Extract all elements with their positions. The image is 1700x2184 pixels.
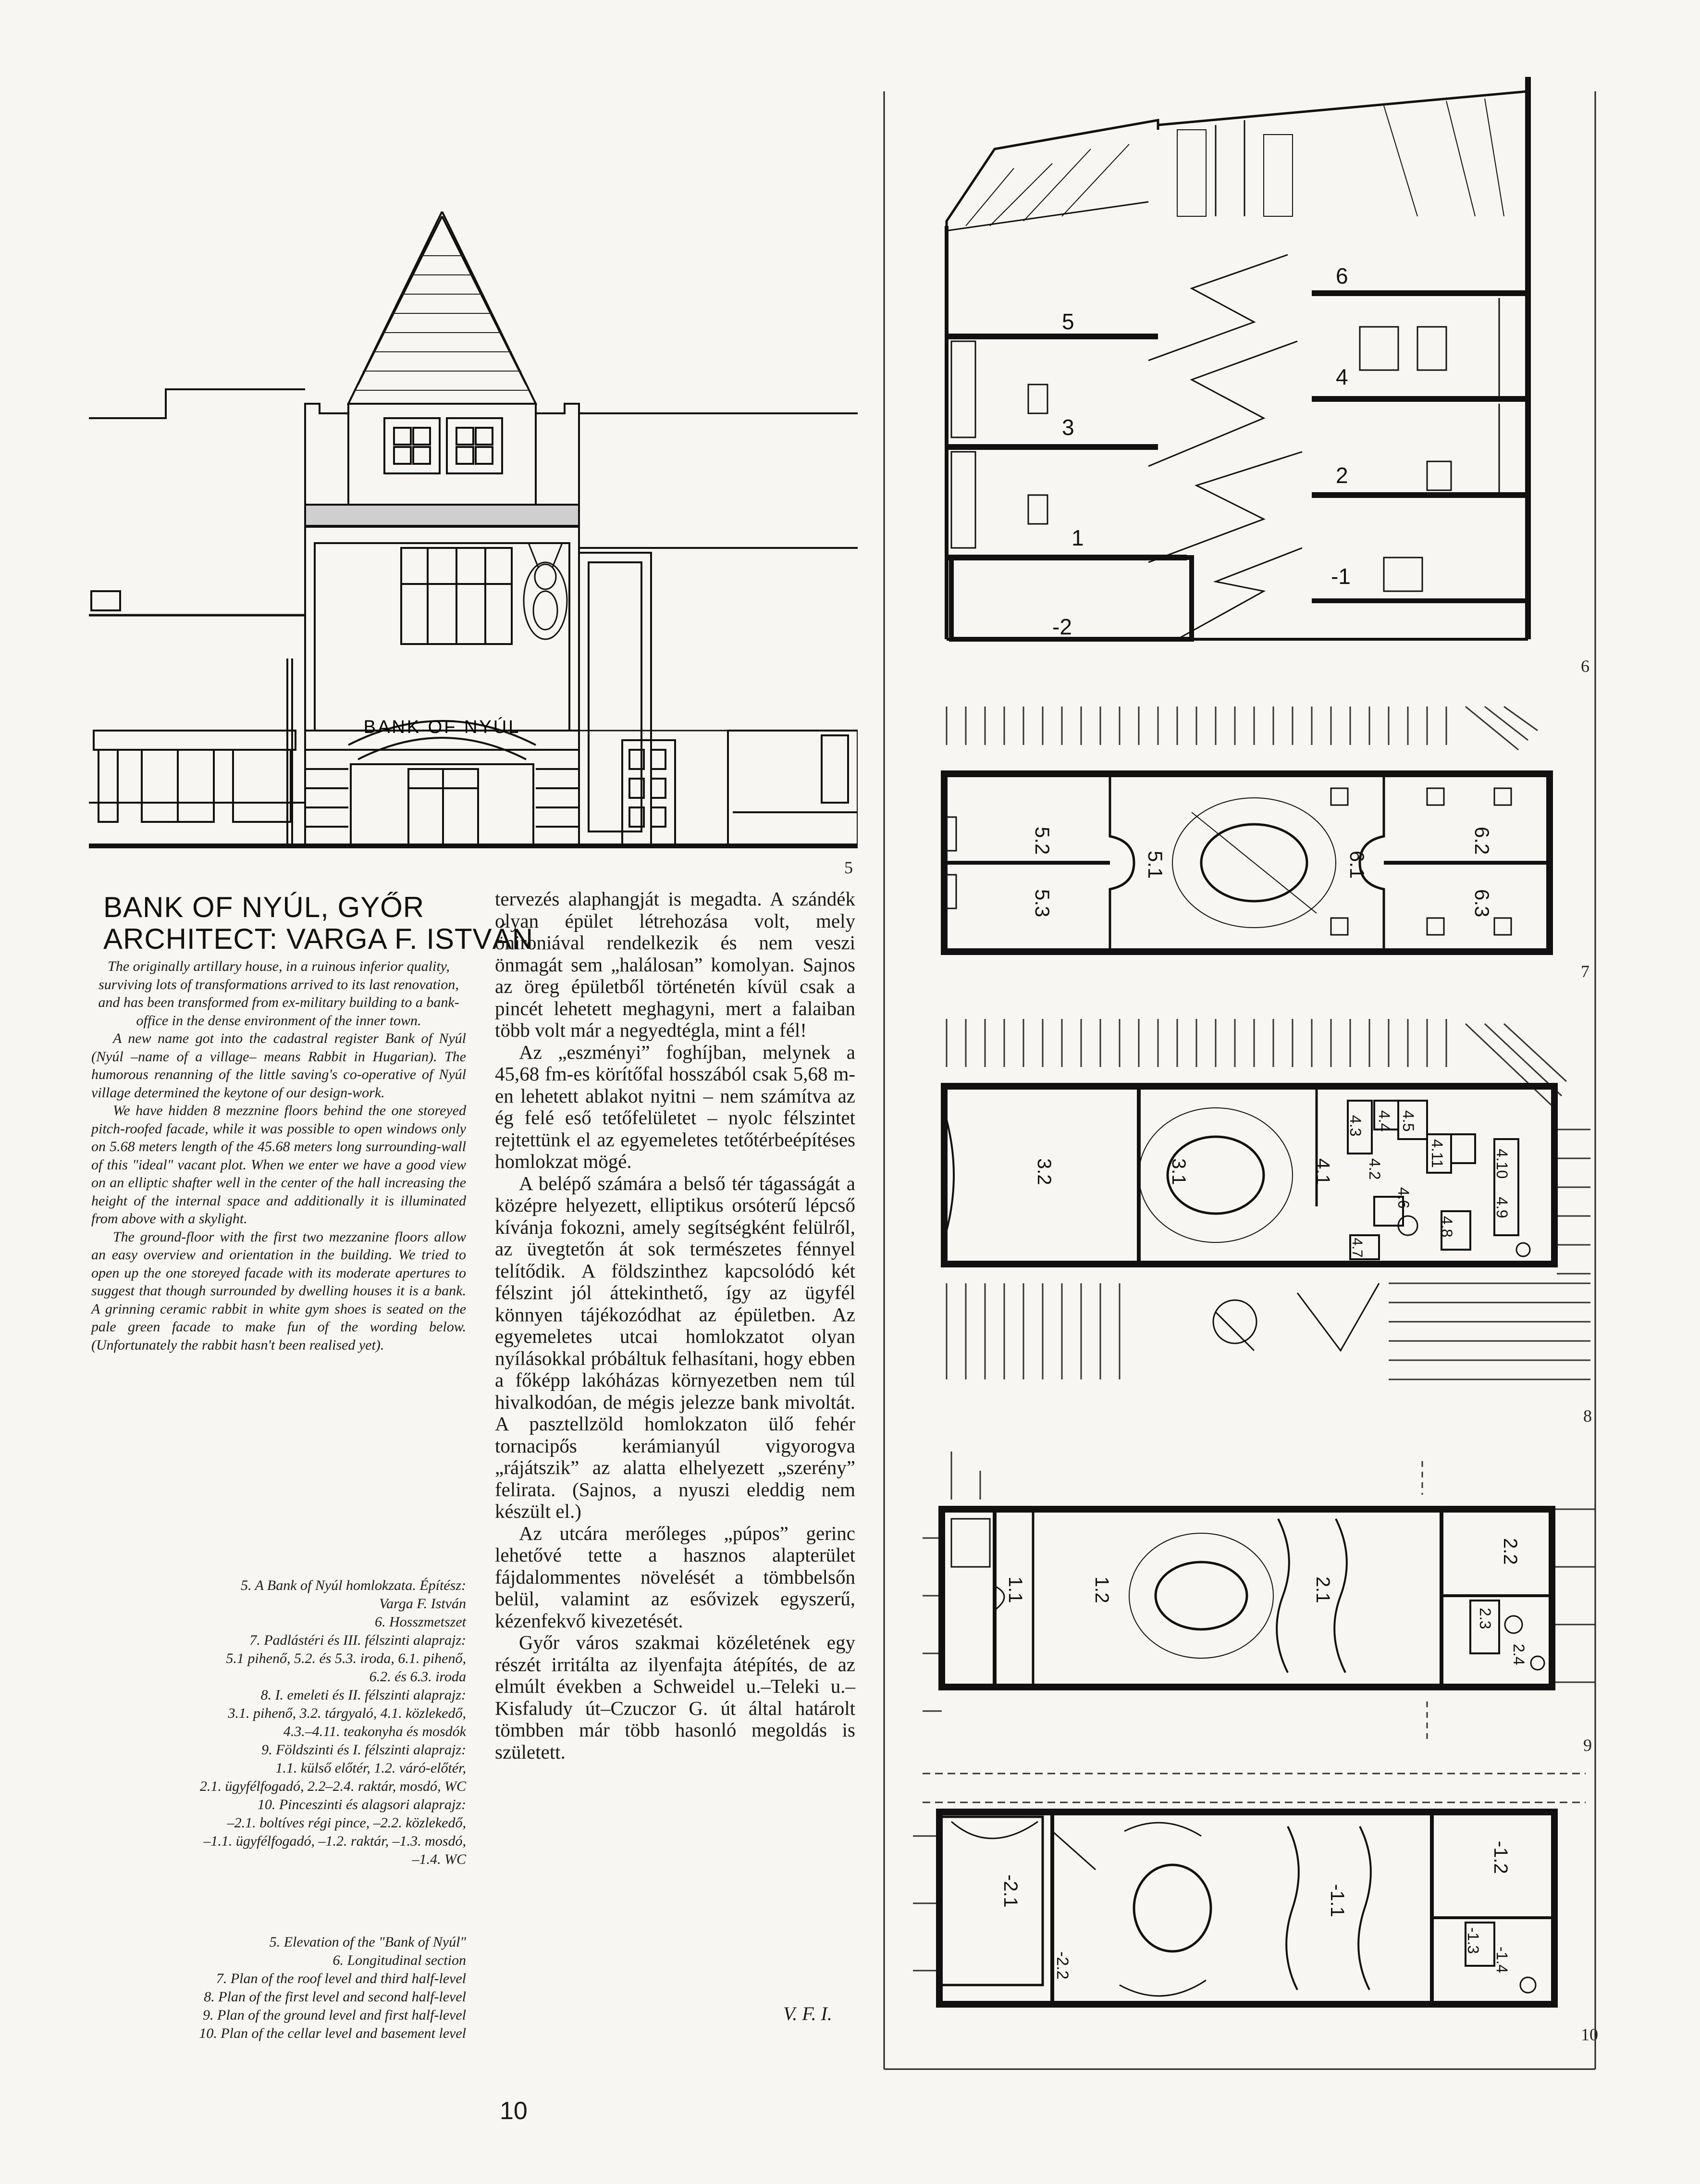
section-label-level-5: 5	[1062, 309, 1074, 334]
caption-line: –2.1. boltíves régi pince, –2.2. közlekedő,	[227, 1815, 466, 1831]
figure-number-8: 8	[1583, 1406, 1592, 1426]
caption-line: 5. A Bank of Nyúl homlokzata. Építész:	[241, 1577, 466, 1593]
english-paragraph: A new name got into the cadastral register Bank of Nyúl (Nyúl –name of a village– means Rabbit in Hugarian). The humorous renanning of the little saving's co-operative of Nyúl village determined the keytone of our design-work.	[91, 1030, 466, 1101]
hungarian-article-text	[495, 888, 855, 1763]
room-label-4-8: 4.8	[1438, 1216, 1455, 1238]
room-label-6-3: 6.3	[1471, 889, 1493, 918]
caption-line: 7. Plan of the roof level and third half-level	[216, 1971, 466, 1986]
english-summary	[91, 957, 466, 1354]
section-label-level-minus1: -1	[1331, 564, 1351, 589]
caption-line: 4.3.–4.11. teakonyha és mosdók	[283, 1724, 466, 1739]
room-label-5-1: 5.1	[1144, 851, 1167, 879]
english-paragraph: The originally artillary house, in a ruinous inferior quality, surviving lots of transformations arrived to its last renovation, and has been transformed from ex-military building to a bank-office in the dense environment of the inner town.	[98, 958, 459, 1029]
caption-line: 8. I. emeleti és II. félszinti alaprajz:	[260, 1687, 466, 1703]
caption-line: 1.1. külső előtér, 1.2. váró-előtér,	[275, 1760, 466, 1776]
room-label-minus-2-1: -2.1	[1000, 1874, 1021, 1908]
heading-line-1: BANK OF NYÚL, GYŐR	[103, 891, 425, 923]
page-number: 10	[500, 2097, 528, 2125]
room-label-4-7: 4.7	[1349, 1238, 1365, 1258]
figure-number-6: 6	[1581, 657, 1589, 676]
caption-line: 8. Plan of the first level and second half-level	[204, 1989, 466, 2005]
hungarian-paragraph: A belépő számára a belső tér tágasságát a középre helyezett, elliptikus orsóterű lépcső kívánja fokozni, amely segítségként felülről, az üvegtetőn át sok természetes fénnyel telítődik. A földszinthez kapcsolódó két félszint jól áttekinthető, így az ügyfél könnyen tájékozódhat az épületben. Az egyemeletes utcai homlokzatot olyan nyílásokkal próbáltuk felhasítani, hogy ebben a főképp lakóházas környezetben nem túl hivalkodóan, de mégis jelezze bank mivoltát. A pasztellzöld homlokzaton ülő fehér tornacipős kerámianyúl vigyorogva „rájátszik” az alatta elhelyezett „szerény” felirata. (Sajnos, a nyuszi eleddig nem készült el.)	[495, 1172, 855, 1522]
caption-line: –1.1. ügyfélfogadó, –1.2. raktár, –1.3. mosdó,	[203, 1833, 466, 1849]
room-label-3-2: 3.2	[1034, 1158, 1055, 1185]
caption-line: 2.1. ügyfélfogadó, 2.2–2.4. raktár, mosdó, WC	[199, 1778, 466, 1794]
caption-line: Varga F. István	[379, 1596, 466, 1612]
english-captions	[106, 1933, 466, 2043]
room-label-4-3: 4.3	[1347, 1115, 1364, 1137]
room-label-6-1: 6.1	[1346, 851, 1368, 879]
section-label-level-2: 2	[1336, 463, 1348, 488]
room-label-2-1: 2.1	[1312, 1576, 1333, 1603]
english-paragraph: We have hidden 8 mezznine floors behind the one storeyed pitch-roofed facade, while it was possible to open windows only on 5.68 meters length of the 45.68 meters long surrounding-wall of this "ideal" vacant plot. When we enter we have a good view on an elliptic shafter well in the center of the hall increasing the height of the internal space and additionally it is illuminated from above with a skylight.	[91, 1103, 466, 1227]
figure-number-9: 9	[1583, 1736, 1592, 1755]
room-label-4-6: 4.6	[1395, 1187, 1412, 1209]
figure-number-10: 10	[1581, 2025, 1598, 2044]
section-label-level-1: 1	[1072, 525, 1084, 550]
room-label-4-1: 4.1	[1312, 1158, 1333, 1185]
bank-sign-text: BANK OF NYÚL	[363, 717, 521, 737]
room-label-4-9: 4.9	[1493, 1197, 1511, 1218]
english-paragraph: The ground-floor with the first two mezzanine floors allow an easy overview and orientation in the building. We tried to open up the one storeyed facade with its moderate apertures to suggest that though surrounded by dwelling houses it is a bank. A grinning ceramic rabbit in white gym shoes is seated on the pale green facade to make fun of the wording below. (Unfortunately the rabbit hasn't been realised yet).	[91, 1228, 466, 1353]
figure-number-5: 5	[844, 858, 853, 877]
room-label-minus-1-4: -1.4	[1493, 1947, 1511, 1973]
room-label-4-11: 4.11	[1429, 1139, 1446, 1168]
room-label-2-4: 2.4	[1510, 1644, 1528, 1665]
room-label-minus-1-3: -1.3	[1465, 1927, 1482, 1954]
hungarian-paragraph: tervezés alaphangját is megadta. A szándék olyan épület létrehozása volt, mely önironiával rendelkezik és nem veszi önmagát sem „halálosan” komolyan. Sajnos az öreg épületből történetén kívül csak a pincét lehetett meghagyni, mert a falaiban több volt már a negyedtégla, mint a fél!	[495, 888, 855, 1041]
section-label-level-minus2: -2	[1052, 614, 1072, 639]
caption-line: 3.1. pihenő, 3.2. tárgyaló, 4.1. közlekedő,	[228, 1705, 466, 1721]
caption-line: 6.2. és 6.3. iroda	[369, 1669, 466, 1685]
article-heading	[103, 891, 534, 955]
room-label-3-1: 3.1	[1168, 1158, 1189, 1185]
elevation-drawing	[89, 211, 858, 865]
room-label-2-2: 2.2	[1500, 1538, 1521, 1565]
section-label-level-4: 4	[1336, 364, 1348, 389]
hungarian-captions	[111, 1576, 466, 1869]
room-label-minus-1-1: -1.1	[1327, 1884, 1348, 1917]
room-label-6-2: 6.2	[1471, 827, 1493, 855]
caption-line: 6. Longitudinal section	[333, 1952, 466, 1968]
room-label-minus-1-2: -1.2	[1490, 1841, 1511, 1874]
figure-number-7: 7	[1581, 962, 1589, 981]
figure-frame	[875, 87, 1691, 2072]
room-label-1-2: 1.2	[1091, 1576, 1112, 1603]
room-label-4-4: 4.4	[1376, 1110, 1393, 1132]
section-label-level-6: 6	[1336, 263, 1348, 288]
caption-line: 10. Pinceszinti és alagsori alaprajz:	[257, 1797, 466, 1812]
caption-line: 10. Plan of the cellar level and basement level	[199, 2025, 466, 2041]
room-label-4-10: 4.10	[1493, 1149, 1511, 1179]
caption-line: 5.1 pihenő, 5.2. és 5.3. iroda, 6.1. pihenő,	[226, 1650, 466, 1666]
room-label-2-3: 2.3	[1477, 1608, 1494, 1629]
hungarian-paragraph: Az utcára merőleges „púpos” gerinc lehetővé tette a hasznos alapterület fájdalommentes növelését a tömbbelsőn belül, valamint az esővizek egyszerű, kézenfekvő kivezetését.	[495, 1522, 855, 1632]
heading-line-2: ARCHITECT: VARGA F. ISTVÁN	[103, 923, 534, 955]
caption-line: 9. Plan of the ground level and first half-level	[203, 2007, 466, 2023]
room-label-4-2: 4.2	[1366, 1158, 1383, 1180]
caption-line: 5. Elevation of the "Bank of Nyúl"	[269, 1934, 466, 1950]
room-label-1-1: 1.1	[1005, 1576, 1026, 1603]
room-label-5-3: 5.3	[1031, 889, 1054, 918]
room-label-5-2: 5.2	[1031, 827, 1054, 855]
author-signature: V. F. I.	[783, 2003, 832, 2024]
room-label-minus-2-2: -2.2	[1053, 1951, 1072, 1980]
caption-line: 6. Hosszmetszet	[374, 1614, 466, 1630]
hungarian-paragraph: Győr város szakmai közéletének egy részét irritálta az ilyenfajta átépítés, de az elmúlt években a Schweidel u.–Teleki u.–Kisfaludy út–Czuczor G. út által határolt tömbben már több hasonló megoldás is született.	[495, 1631, 855, 1763]
caption-line: –1.4. WC	[412, 1851, 466, 1867]
caption-line: 9. Földszinti és I. félszinti alaprajz:	[261, 1742, 466, 1758]
hungarian-paragraph: Az „eszményi” foghíjban, melynek a 45,68 fm-es körítőfal hosszából csak 5,68 m-en lehetett ablakot nyitni – nem számítva az ég felé eső tetőfelületet – nyolc félszintet rejtettünk el az egyemeletes tetőtérbeépítéses homlokzat mögé.	[495, 1041, 855, 1172]
caption-line: 7. Padlástéri és III. félszinti alaprajz:	[249, 1632, 466, 1648]
room-label-4-5: 4.5	[1400, 1110, 1417, 1132]
section-label-level-3: 3	[1062, 415, 1074, 440]
